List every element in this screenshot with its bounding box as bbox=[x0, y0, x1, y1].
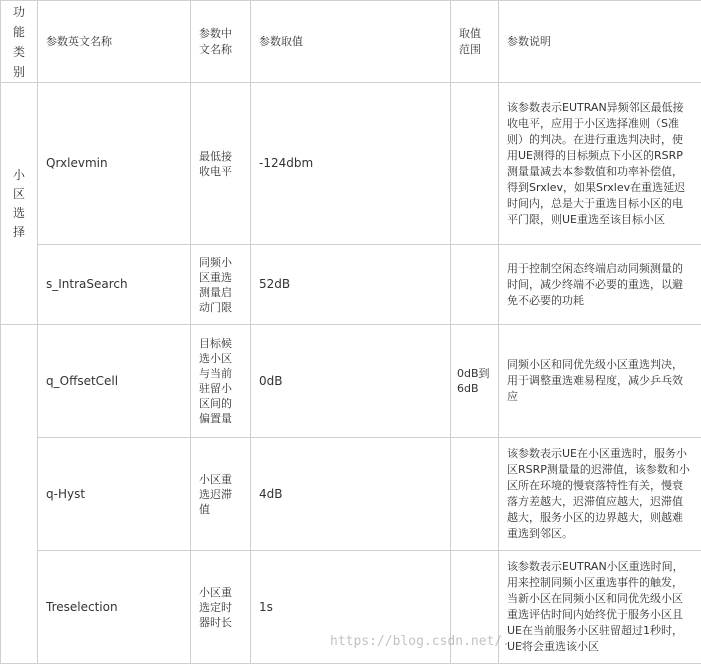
group-label-cell bbox=[1, 83, 38, 325]
table-row bbox=[1, 551, 701, 664]
header-name-cn: 参数中文名称 bbox=[191, 1, 251, 83]
header-name-en: 参数英文名称 bbox=[38, 1, 191, 83]
param-value: 52dB bbox=[251, 245, 451, 325]
param-name-en: q-Hyst bbox=[38, 438, 191, 551]
param-description: 用于控制空闲态终端启动同频测量的时间，减少终端不必要的重选，以避免不必要的功耗 bbox=[499, 245, 701, 325]
param-name-en: s_IntraSearch bbox=[38, 245, 191, 325]
param-name-cn: 目标候选小区与当前驻留小区间的偏置量 bbox=[191, 325, 251, 438]
param-value: -124dbm bbox=[251, 83, 451, 245]
param-name-en: q_OffsetCell bbox=[38, 325, 191, 438]
param-range bbox=[451, 438, 499, 551]
param-range: 0dB到6dB bbox=[451, 325, 499, 438]
param-value: 0dB bbox=[251, 325, 451, 438]
table-row bbox=[1, 438, 701, 551]
header-range: 取值范围 bbox=[451, 1, 499, 83]
group-label-cell-empty bbox=[1, 325, 38, 664]
param-description: 该参数表示EUTRAN小区重选时间，用来控制同频小区重选事件的触发，当新小区在同频小区和同优先级小区重选评估时间内始终优于服务小区且UE在当前服务小区驻留超过1秒时，UE将会重选该小区 bbox=[499, 551, 701, 664]
watermark: https://blog.csdn.net/... bbox=[330, 634, 526, 649]
param-name-en: Qrxlevmin bbox=[38, 83, 191, 245]
param-name-en: Treselection bbox=[38, 551, 191, 664]
header-function-type bbox=[1, 1, 38, 83]
param-name-cn: 小区重选定时器时长 bbox=[191, 551, 251, 664]
header-description: 参数说明 bbox=[499, 1, 701, 83]
param-name-cn: 最低接收电平 bbox=[191, 83, 251, 245]
param-description: 同频小区和同优先级小区重选判决，用于调整重选难易程度，减少乒乓效应 bbox=[499, 325, 701, 438]
header-function-type-text: 功能类别 bbox=[13, 2, 25, 82]
table-row bbox=[1, 83, 701, 245]
param-name-cn: 小区重选迟滞值 bbox=[191, 438, 251, 551]
header-row bbox=[1, 1, 701, 83]
param-value: 4dB bbox=[251, 438, 451, 551]
param-description: 该参数表示EUTRAN异频邻区最低接收电平，应用于小区选择准则（S准则）的判决。在进行重选判决时，使用UE测得的目标频点下小区的RSRP测量量减去本参数值和功率补偿值，得到Srxlev，如果Srxlev在重选延迟时间内，总是大于重选目标小区的电平门限，则UE重选至该目标小区 bbox=[499, 83, 701, 245]
param-range bbox=[451, 83, 499, 245]
header-value: 参数取值 bbox=[251, 1, 451, 83]
param-description: 该参数表示UE在小区重选时，服务小区RSRP测量量的迟滞值，该参数和小区所在环境的慢衰落特性有关，慢衰落方差越大，迟滞值应越大，迟滞值越大，服务小区的边界越大，则越难重选到邻区。 bbox=[499, 438, 701, 551]
table-row bbox=[1, 325, 701, 438]
param-name-cn: 同频小区重选测量启动门限 bbox=[191, 245, 251, 325]
param-range bbox=[451, 245, 499, 325]
param-range bbox=[451, 551, 499, 664]
param-value: 1s bbox=[251, 551, 451, 664]
group-label-text: 小区选择 bbox=[13, 166, 25, 242]
table-row bbox=[1, 245, 701, 325]
